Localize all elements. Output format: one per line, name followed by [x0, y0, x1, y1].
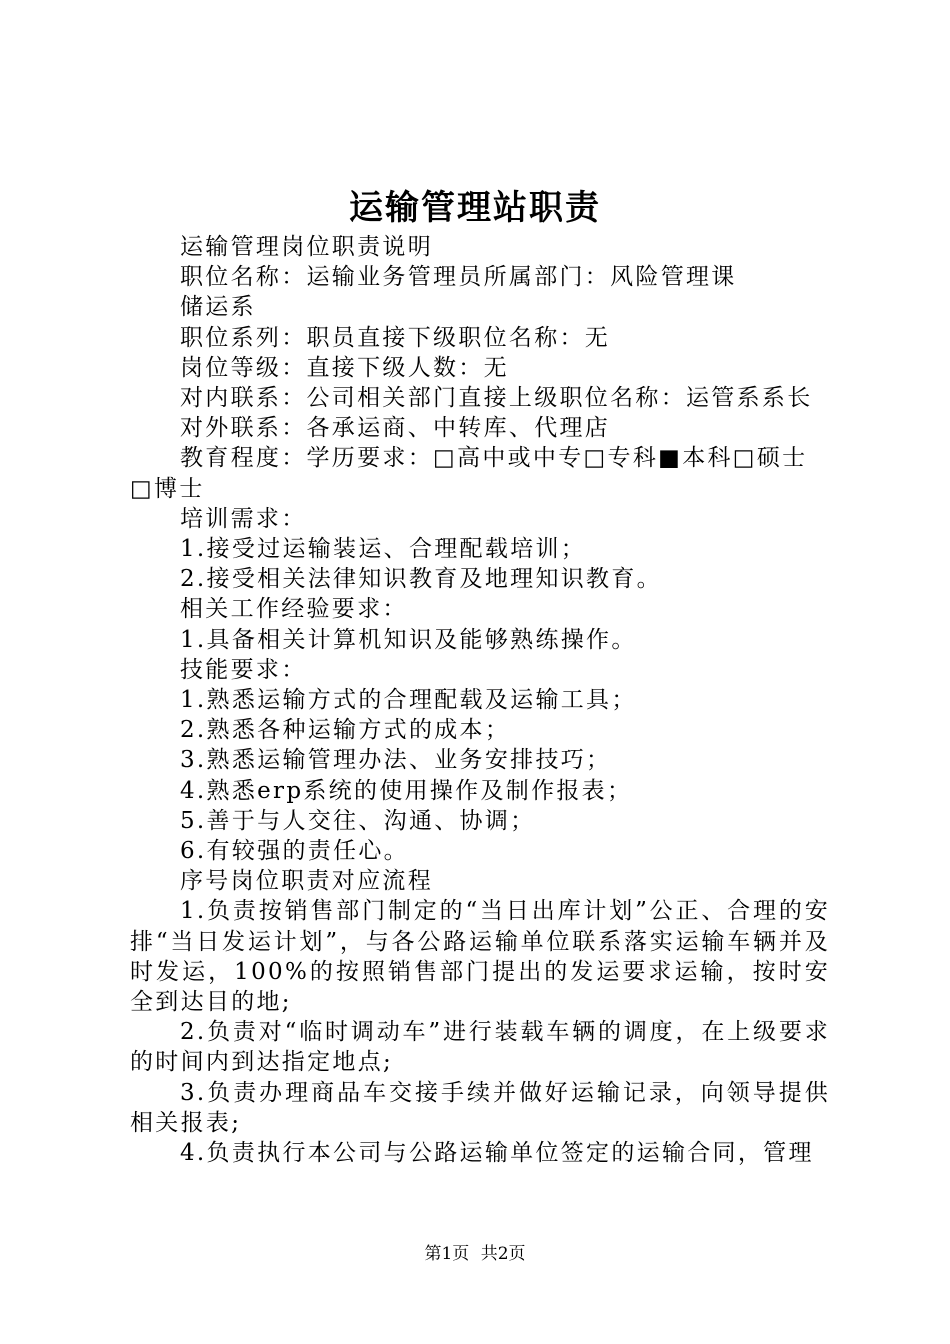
doc-line-grade: 岗位等级：直接下级人数：无 — [180, 354, 509, 381]
doc-line-subtitle: 运输管理岗位职责说明 — [180, 234, 433, 260]
doc-line-external-contact: 对外联系：各承运商、中转库、代理店 — [180, 415, 611, 442]
doc-line-position-name: 职位名称：运输业务管理员所属部门：风险管理课 — [180, 264, 737, 291]
doc-line-education: 教育程度：学历要求：□高中或中专□专科■本科□硕士 — [180, 445, 808, 472]
doc-line-experience-heading: 相关工作经验要求： — [180, 596, 408, 623]
doc-line-skills-heading: 技能要求： — [180, 656, 307, 683]
page-footer — [0, 1242, 950, 1266]
doc-paragraph-duty-3: 3.负责办理商品车交接手续并做好运输记录，向领导提供相关报表; — [130, 1079, 830, 1136]
page-total: 共2页 — [480, 1244, 526, 1264]
doc-line-training-2: 2.接受相关法律知识教育及地理知识教育。 — [180, 566, 662, 593]
doc-line-experience-1: 1.具备相关计算机知识及能够熟练操作。 — [180, 626, 637, 653]
doc-line-training-heading: 培训需求： — [180, 505, 307, 532]
doc-paragraph-duty-2: 2.负责对“临时调动车”进行装载车辆的调度，在上级要求的时间内到达指定地点; — [130, 1019, 830, 1076]
doc-line-skill-3: 3.熟悉运输管理办法、业务安排技巧； — [180, 747, 612, 774]
doc-line-skill-2: 2.熟悉各种运输方式的成本； — [180, 717, 511, 744]
doc-line-skill-1: 1.熟悉运输方式的合理配载及运输工具； — [180, 687, 637, 714]
doc-line-skill-5: 5.善于与人交往、沟通、协调； — [180, 807, 536, 834]
page-number: 第1页 — [424, 1244, 470, 1264]
doc-line-duty-heading: 序号岗位职责对应流程 — [180, 868, 433, 895]
doc-line-education-cont: □博士 — [130, 475, 205, 502]
doc-line-internal-contact: 对内联系：公司相关部门直接上级职位名称：运管系系长 — [180, 385, 813, 412]
doc-line-training-1: 1.接受过运输装运、合理配载培训； — [180, 536, 587, 563]
doc-line-department-cont: 储运系 — [180, 294, 256, 321]
doc-paragraph-duty-1: 1.负责按销售部门制定的“当日出库计划”公正、合理的安排“当日发运计划”，与各公路运输单位联系落实运输车辆并及时发运，100%的按照销售部门提出的发运要求运输，按时安全到达目的地; — [130, 898, 830, 1016]
doc-paragraph-duty-4: 4.负责执行本公司与公路运输单位签定的运输合同，管理 — [180, 1140, 814, 1167]
doc-line-skill-4: 4.熟悉erp系统的使用操作及制作报表； — [180, 777, 633, 804]
document-title: 运输管理站职责 — [349, 188, 601, 228]
document-body — [130, 232, 830, 1168]
doc-line-position-series: 职位系列：职员直接下级职位名称：无 — [180, 324, 611, 351]
doc-line-skill-6: 6.有较强的责任心。 — [180, 838, 409, 865]
